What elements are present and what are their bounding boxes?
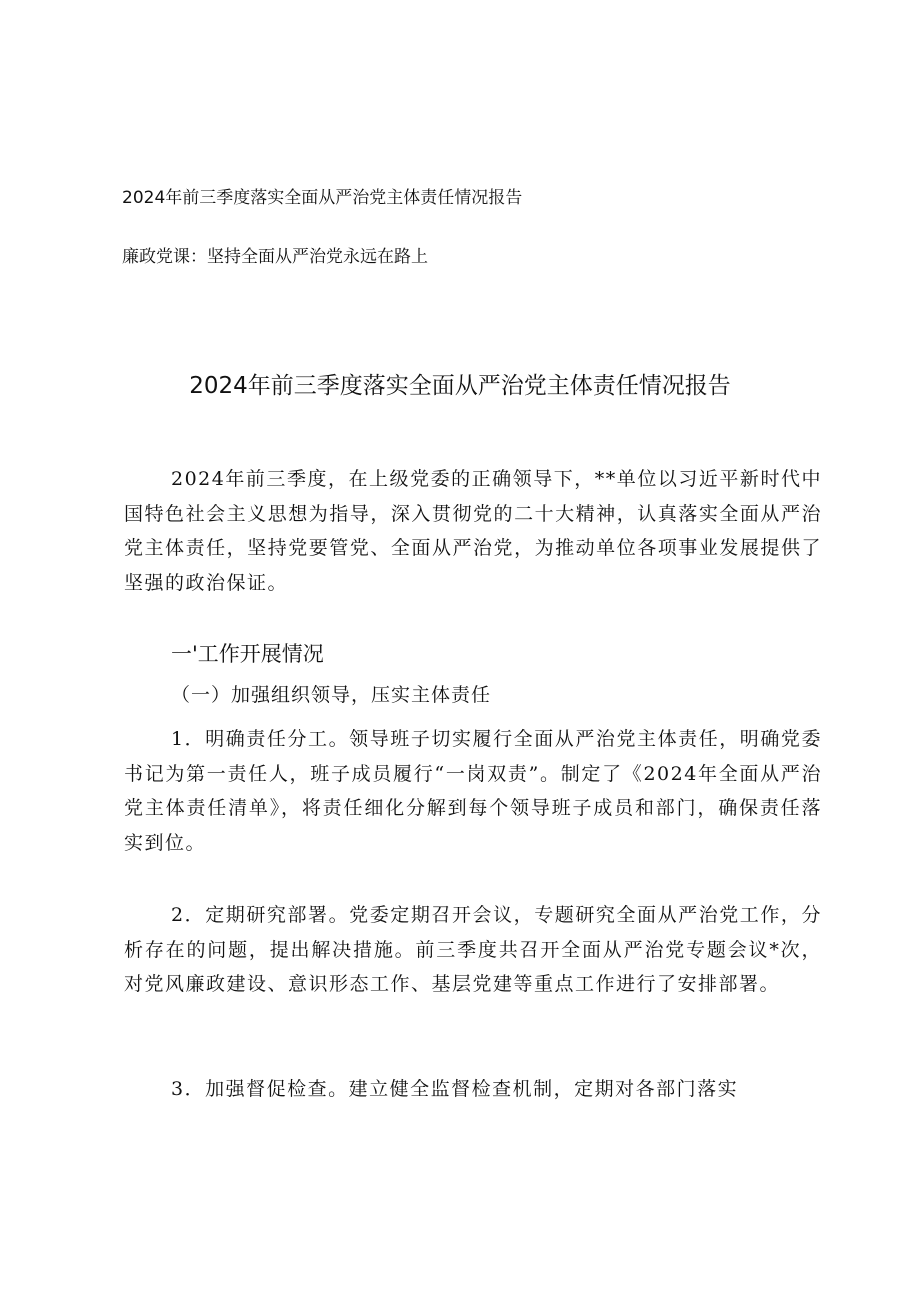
subsection-heading: （一）加强组织领导，压实主体责任 (171, 684, 492, 706)
toc-item-party-lecture: 廉政党课：坚持全面从严治党永远在路上 (122, 247, 428, 267)
intro-paragraph: 2024年前三季度，在上级党委的正确领导下，**单位以习近平新时代中国特色社会主义思想为指导，深入贯彻党的二十大精神，认真落实全面从严治党主体责任，坚持党要管党、全面从严治党，为推动单位各项事业发展提供了坚强的政治保证。 (124, 468, 822, 594)
paragraph-item-1: 1．明确责任分工。领导班子切实履行全面从严治党主体责任，明确党委书记为第一责任人，班子成员履行“一岗双责”。制定了《2024年全面从严治党主体责任清单》，将责任细化分解到每个领导班子成员和部门，确保责任落实到位。 (124, 728, 822, 854)
section-heading: 一'工作开展情况 (171, 642, 324, 666)
document-title: 2024年前三季度落实全面从严治党主体责任情况报告 (189, 373, 731, 399)
toc-item-report: 2024年前三季度落实全面从严治党主体责任情况报告 (122, 188, 523, 208)
paragraph-item-2: 2．定期研究部署。党委定期召开会议，专题研究全面从严治党工作，分析存在的问题，提出解决措施。前三季度共召开全面从严治党专题会议*次，对党风廉政建设、意识形态工作、基层党建等重点工作进行了安排部署。 (124, 904, 822, 995)
paragraph-item-3: 3．加强督促检查。建立健全监督检查机制，定期对各部门落实 (171, 1078, 739, 1100)
